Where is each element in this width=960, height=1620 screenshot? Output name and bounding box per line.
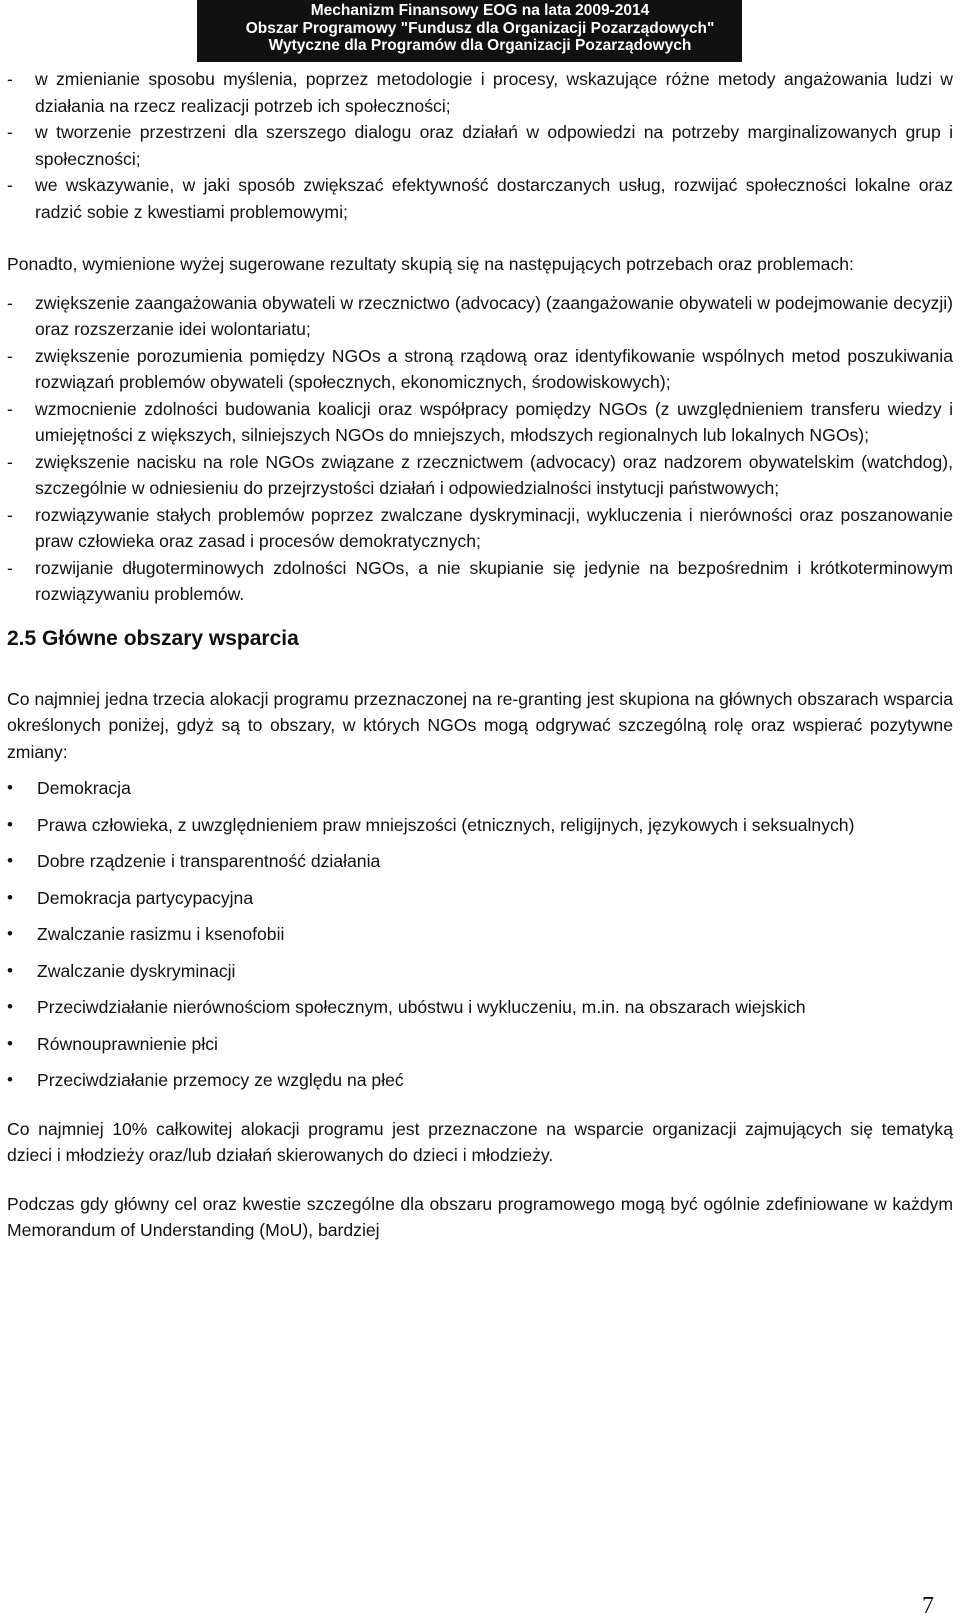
bullet-icon: • — [7, 960, 13, 980]
list-item: - rozwiązywanie stałych problemów poprzez zwalczane dyskryminacji, wykluczenia i nierówności oraz poszanowanie praw człowieka oraz zasad i procesów demokratycznych; — [7, 504, 953, 551]
list-item: • Przeciwdziałanie nierównościom społecznym, ubóstwu i wykluczeniu, m.in. na obszarach wiejskich — [7, 994, 953, 1021]
bullet-icon: • — [7, 997, 13, 1016]
list-item: • Demokracja partycypacyjna — [7, 885, 953, 912]
list-item: - w tworzenie przestrzeni dla szerszego dialogu oraz działań w odpowiedzi na potrzeby marginalizowanych grup i społeczności; — [7, 122, 953, 169]
list-item: - rozwijanie długoterminowych zdolności NGOs, a nie skupianie się jedynie na bezpośrednim i krótkoterminowym rozwiązywaniu problemów. — [7, 557, 953, 604]
list-item: • Zwalczanie rasizmu i ksenofobii — [7, 921, 953, 948]
bullet-icon: • — [7, 924, 13, 943]
header-line-2: Obszar Programowy "Fundusz dla Organizacji Pozarządowych" — [245, 19, 715, 37]
list-item: • Prawa człowieka, z uwzględnieniem praw mniejszości (etnicznych, religijnych, językowych i seksualnych) — [7, 812, 953, 839]
list-item: - zwiększenie nacisku na role NGOs związane z rzecznictwem (advocacy) oraz nadzorem obywatelskim (watchdog), szczególnie w odniesieniu do przejrzystości działań i odpowiedzialności instytucji państwowych; — [7, 451, 953, 498]
dash-list-b — [7, 290, 953, 608]
list-item: - zwiększenie zaangażowania obywateli w rzecznictwo (advocacy) (zaangażowanie obywateli w podejmowanie decyzji) oraz rozszerzanie idei wolontariatu; — [7, 292, 953, 339]
paragraph-podczas: Podczas gdy główny cel oraz kwestie szczególne dla obszaru programowego mogą być ogólnie zdefiniowane w każdym Memorandum of Understanding (MoU), bardziej — [7, 1193, 953, 1240]
paragraph-co-najmniej-1: Co najmniej jedna trzecia alokacji programu przeznaczonej na re-granting jest skupiona na głównych obszarach wsparcia określonych poniżej, gdyż są to obszary, w których NGOs mogą odgrywać szczególną rolę oraz wspierać pozytywne zmiany: — [7, 688, 953, 762]
list-item: • Równouprawnienie płci — [7, 1031, 953, 1058]
bullet-icon: • — [7, 887, 13, 907]
bullet-icon: • — [7, 1033, 13, 1053]
list-item: - wzmocnienie zdolności budowania koalicji oraz współpracy pomiędzy NGOs (z uwzględnieniem transferu wiedzy i umiejętności z większych, silniejszych NGOs do mniejszych, młodszych regionalnych lub lokalnych NGOs); — [7, 398, 953, 445]
list-item: - we wskazywanie, w jaki sposób zwiększać efektywność dostarczanych usług, rozwijać społeczności lokalne oraz radzić sobie z kwestiami problemowymi; — [7, 175, 953, 222]
list-item: - w zmienianie sposobu myślenia, poprzez metodologie i procesy, wskazujące różne metody angażowania ludzi w działania na rzecz realizacji potrzeb ich społeczności; — [7, 69, 953, 116]
list-item: - zwiększenie porozumienia pomiędzy NGOs a stroną rządową oraz identyfikowanie wspólnych metod poszukiwania rozwiązań problemów obywateli (społecznych, ekonomicznych, środowiskowych); — [7, 345, 953, 392]
list-item: • Przeciwdziałanie przemocy ze względu na płeć — [7, 1067, 953, 1094]
paragraph-ponadto: Ponadto, wymienione wyżej sugerowane rezultaty skupią się na następujących potrzebach oraz problemach: — [7, 254, 854, 274]
bullet-icon: • — [7, 814, 13, 834]
paragraph-co-najmniej-2: Co najmniej 10% całkowitej alokacji programu jest przeznaczone na wsparcie organizacji zajmujących się tematyką dzieci i młodzieży oraz/lub działań skierowanych do dzieci i młodzieży. — [7, 1118, 953, 1165]
bullet-list — [7, 775, 953, 1094]
header-line-3: Wytyczne dla Programów dla Organizacji Pozarządowych — [268, 37, 692, 54]
list-item: • Demokracja — [7, 775, 953, 802]
dash-list-a — [7, 66, 953, 225]
document-body — [7, 66, 953, 1244]
section-heading: 2.5 Główne obszary wsparcia — [7, 626, 299, 650]
page-header — [0, 2, 960, 55]
header-line-1: Mechanizm Finansowy EOG na lata 2009-2014 — [310, 2, 650, 19]
page-number: 7 — [922, 1593, 934, 1619]
list-item: • Dobre rządzenie i transparentność działania — [7, 848, 953, 875]
bullet-icon: • — [7, 851, 13, 870]
list-item: • Zwalczanie dyskryminacji — [7, 958, 953, 985]
bullet-icon: • — [7, 778, 13, 797]
bullet-icon: • — [7, 1070, 13, 1089]
